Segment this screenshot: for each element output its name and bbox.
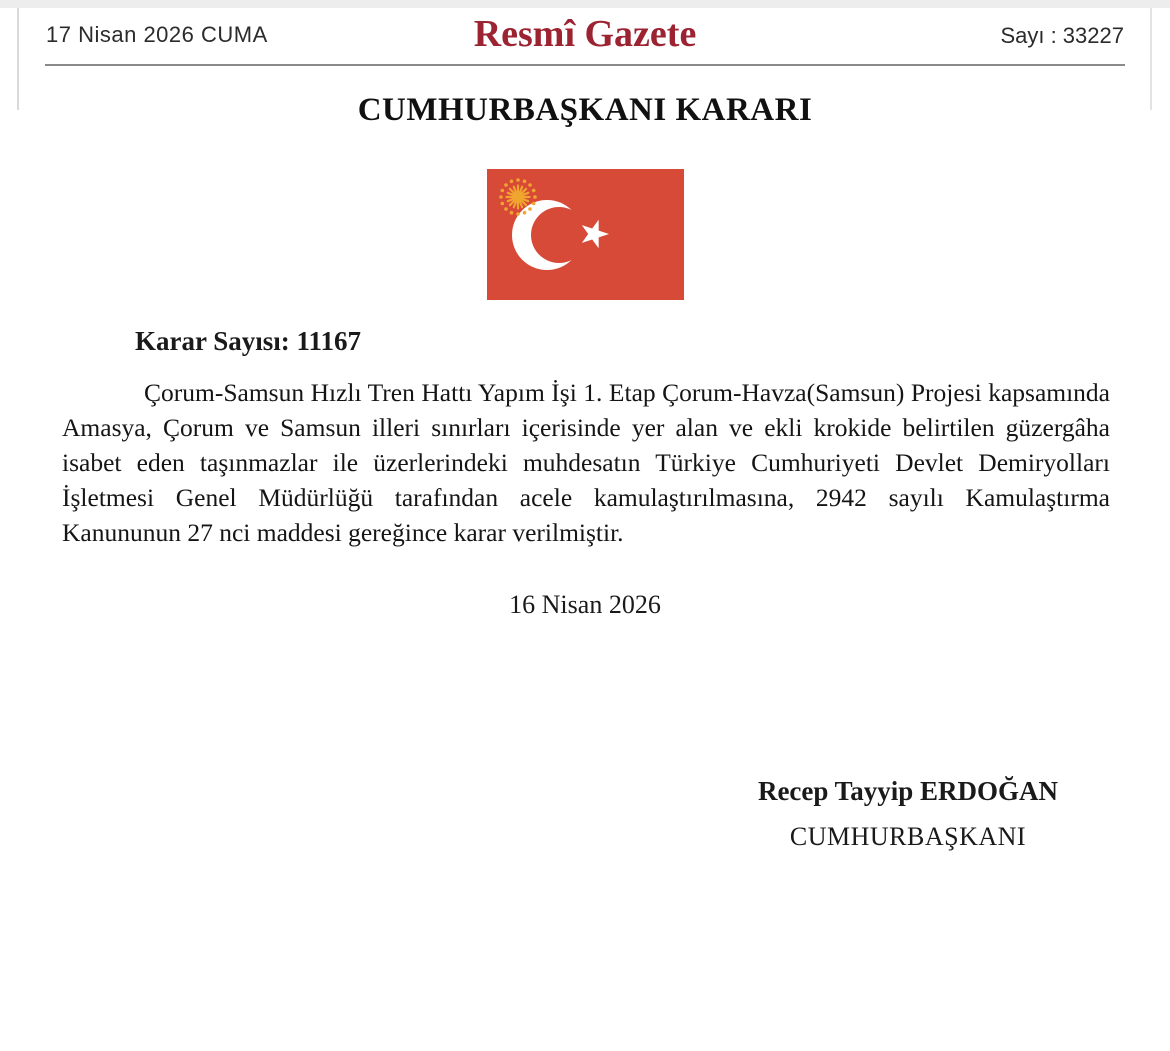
president-name: Recep Tayyip ERDOĞAN bbox=[757, 776, 1058, 806]
decision-title: CUMHURBAŞKANI KARARI bbox=[357, 92, 813, 128]
issue-number: Sayı : 33227 bbox=[1000, 23, 1124, 48]
signature-block bbox=[758, 776, 1058, 852]
header-divider bbox=[45, 64, 1125, 66]
masthead-title: Resmî Gazete bbox=[473, 13, 697, 55]
decision-body-paragraph: Çorum-Samsun Hızlı Tren Hattı Yapım İşi 1. Etap Çorum-Havza(Samsun) Projesi kapsamında Amasya, Çorum ve Samsun illeri sınırları içerisinde yer alan ve ekli krokide belirtilen güzergâha isabet eden taşınmazlar ile üzerlerindeki muhdesatın Türkiye Cumhuriyeti Devlet Demiryolları İşletmesi Genel Müdürlüğü tarafından acele kamulaştırılmasına, 2942 sayılı Kamulaştırma Kanununun 27 nci maddesi gereğince karar verilmiştir. bbox=[62, 378, 1110, 547]
president-title: CUMHURBAŞKANI bbox=[789, 822, 1027, 851]
flag-container bbox=[0, 169, 1170, 300]
turkish-presidential-flag bbox=[487, 169, 684, 300]
publication-date: 17 Nisan 2026 CUMA bbox=[46, 22, 268, 47]
decision-date: 16 Nisan 2026 bbox=[509, 590, 661, 619]
gazette-header bbox=[0, 0, 1170, 64]
decision-number: Karar Sayısı: 11167 bbox=[135, 326, 362, 356]
